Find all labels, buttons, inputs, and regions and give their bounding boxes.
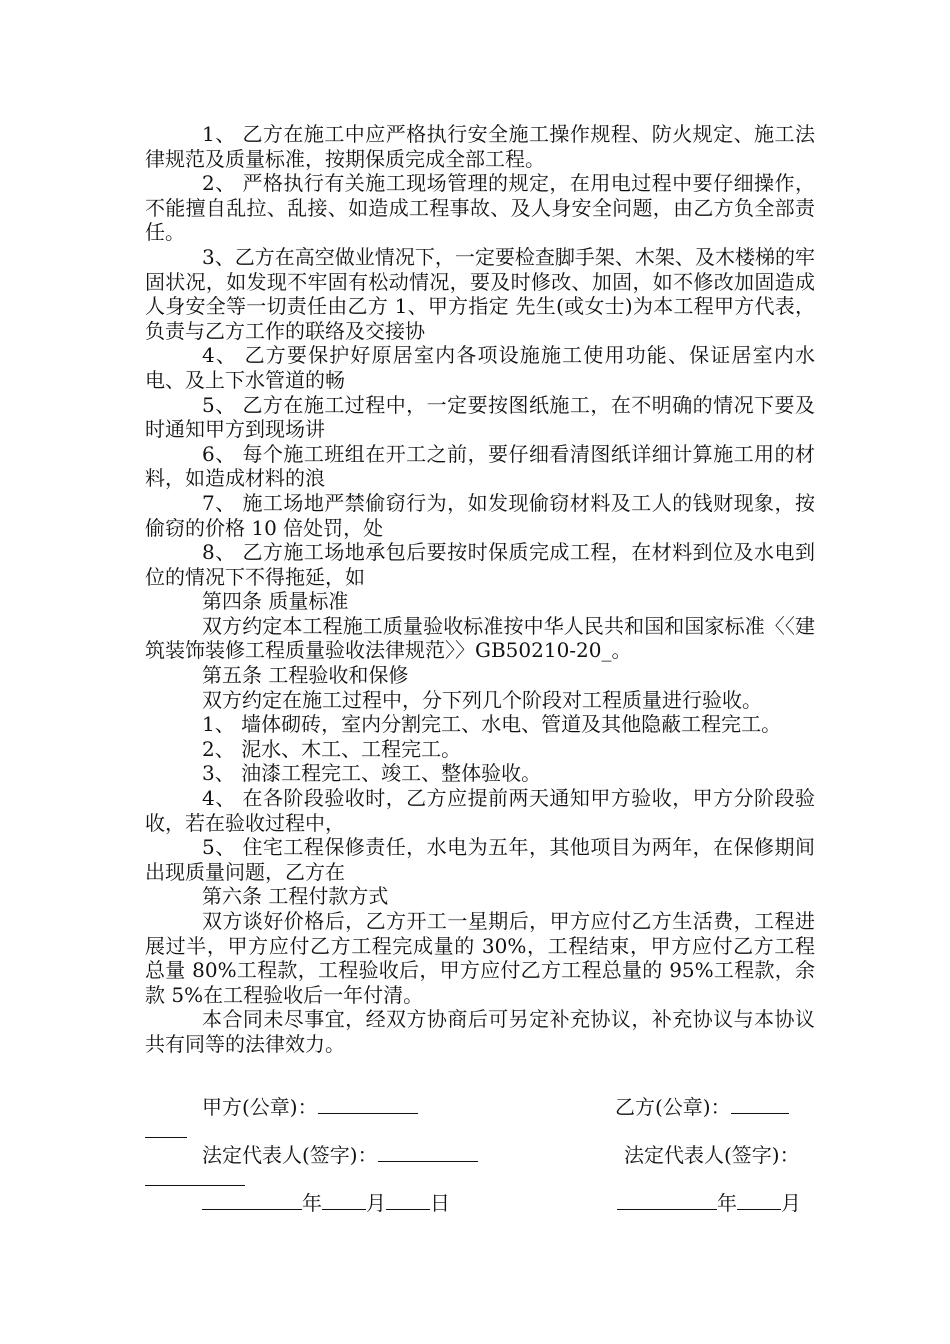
date-row xyxy=(145,1191,815,1215)
month-b-label: 月 xyxy=(781,1191,801,1215)
acceptance-item-4: 4、 在各阶段验收时，乙方应提前两天通知甲方验收，甲方分阶段验收，若在验收过程中， xyxy=(145,786,815,835)
section-heading-5: 第五条 工程验收和保修 xyxy=(202,663,409,688)
party-b-seal-label: 乙方(公章)： xyxy=(615,1095,731,1119)
year-a-line xyxy=(202,1191,302,1210)
month-a-label: 月 xyxy=(366,1191,386,1215)
acceptance-item-1: 1、 墙体砌砖，室内分割完工、水电、管道及其他隐蔽工程完工。 xyxy=(202,712,782,737)
clause-5: 5、 乙方在施工过程中，一定要按图纸施工，在不明确的情况下要及时通知甲方到现场讲 xyxy=(145,392,815,442)
date-b xyxy=(617,1191,801,1215)
year-b-label: 年 xyxy=(717,1191,737,1215)
signature-block xyxy=(145,1095,815,1215)
clause-6: 6、 每个施工班组在开工之前，要仔细看清图纸详细计算施工用的材料，如造成材料的浪 xyxy=(145,441,815,491)
section-heading-4: 第四条 质量标准 xyxy=(202,589,349,614)
rep-a-line xyxy=(378,1143,478,1162)
day-a-label: 日 xyxy=(430,1191,450,1215)
representative-row xyxy=(145,1143,815,1167)
clause-3: 3、乙方在高空做业情况下，一定要检查脚手架、木架、及木楼梯的牢固状况，如发现不牢固有松动情况，要及时修改、加固，如不修改加固造成人身安全等一切责任由乙方 1、甲方指定 先生(或女士)为本工程甲方代表，负责与乙方工作的联络及交接协 xyxy=(145,244,815,343)
party-b-seal-line xyxy=(731,1095,789,1114)
party-a-seal-line xyxy=(318,1095,418,1114)
clause-4: 4、 乙方要保护好原居室内各项设施施工使用功能、保证居室内水电、及上下水管道的畅 xyxy=(145,343,815,392)
acceptance-intro: 双方约定在施工过程中，分下列几个阶段对工程质量进行验收。 xyxy=(202,687,762,712)
party-b-seal-line-cont xyxy=(145,1119,187,1138)
acceptance-item-5: 5、 住宅工程保修责任，水电为五年，其他项目为两年，在保修期间出现质量问题，乙方在 xyxy=(145,835,815,884)
payment-terms: 双方谈好价格后，乙方开工一星期后，甲方应付乙方生活费，工程进展过半，甲方应付乙方工程完成量的 30%，工程结束，甲方应付乙方工程总量 80%工程款，工程验收后，甲方应付乙方工程总量的 95%工程款，余款 5%在工程验收后一年付清。 xyxy=(145,909,815,1007)
quality-standard-text: 双方约定本工程施工质量验收标准按中华人民共和国和国家标准〈〈建筑装饰装修工程质量验收法律规范〉〉GB50210-20_。 xyxy=(145,613,815,663)
rep-b xyxy=(624,1143,800,1167)
clause-8: 8、 乙方施工场地承包后要按时保质完成工程，在材料到位及水电到位的情况下不得拖延，如 xyxy=(145,540,815,589)
month-a-line xyxy=(322,1191,366,1210)
clause-1: 1、 乙方在施工中应严格执行安全施工操作规程、防火规定、施工法律规范及质量标准，按期保质完成全部工程。 xyxy=(145,122,815,171)
contract-body xyxy=(145,122,815,1057)
rep-a xyxy=(202,1143,478,1167)
seal-row xyxy=(145,1095,815,1119)
clause-7: 7、 施工场地严禁偷窃行为，如发现偷窃材料及工人的钱财现象，按偷窃的价格 10 倍处罚，处 xyxy=(145,490,815,540)
acceptance-item-3: 3、 油漆工程完工、竣工、整体验收。 xyxy=(202,761,542,786)
seal-row-continuation xyxy=(145,1119,815,1143)
supplementary-clause: 本合同未尽事宜，经双方协商后可另定补充协议，补充协议与本协议共有同等的法律效力。 xyxy=(145,1007,815,1056)
rep-a-label: 法定代表人(签字)： xyxy=(202,1143,378,1167)
party-b-seal xyxy=(615,1095,789,1119)
party-a-seal-label: 甲方(公章)： xyxy=(202,1095,318,1119)
acceptance-item-2: 2、 泥水、木工、工程完工。 xyxy=(202,736,462,761)
month-b-line xyxy=(737,1191,781,1210)
section-heading-6: 第六条 工程付款方式 xyxy=(202,884,389,909)
date-a xyxy=(202,1191,450,1215)
rep-b-label: 法定代表人(签字)： xyxy=(624,1143,800,1167)
year-b-line xyxy=(617,1191,717,1210)
party-a-seal xyxy=(202,1095,418,1119)
day-a-line xyxy=(386,1191,430,1210)
rep-b-line xyxy=(145,1167,245,1186)
year-a-label: 年 xyxy=(302,1191,322,1215)
clause-2: 2、 严格执行有关施工现场管理的规定，在用电过程中要仔细操作，不能擅自乱拉、乱接、如造成工程事故、及人身安全问题，由乙方负全部责任。 xyxy=(145,171,815,245)
representative-row-continuation xyxy=(145,1167,815,1191)
